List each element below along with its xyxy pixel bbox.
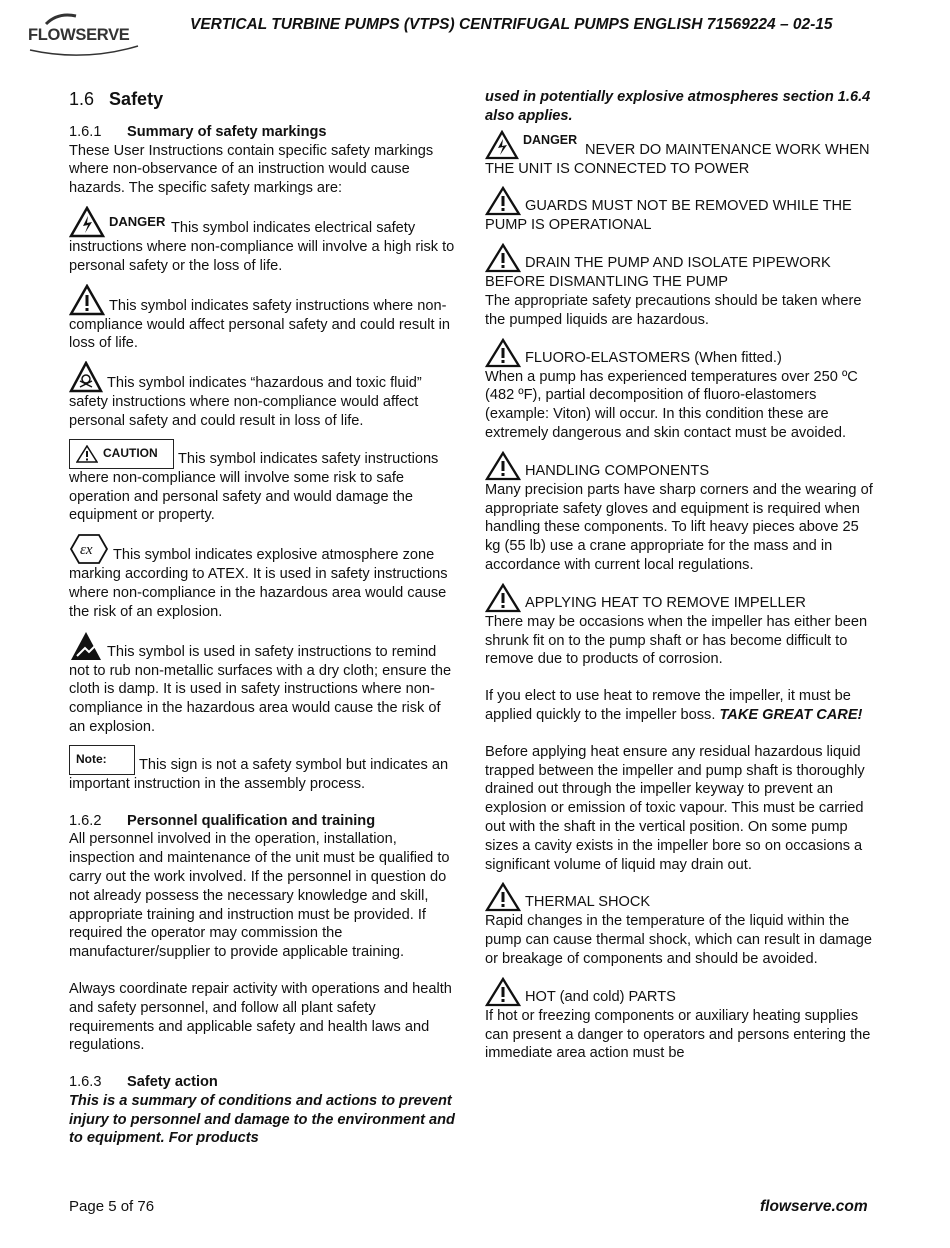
subsection-number: 1.6.3 <box>69 1074 102 1091</box>
personnel-paragraph-1: All personnel involved in the operation, installation, inspection and maintenance of the unit must be qualified to carry out the work involved. If the personnel in question do not already possess the necessary knowledge and skill, appropriate training and instruction must be provided. If required the operator may commission the manufacturer/supplier to provide applicable training. <box>69 831 450 961</box>
heat-warning <box>485 583 877 613</box>
section-title: Safety <box>109 89 164 109</box>
subsection-heading-161 <box>69 123 459 142</box>
warning-icon <box>69 284 105 316</box>
note-text: This sign is not a safety symbol but indicates an important instruction in the assembly process. <box>69 756 449 792</box>
caution-marking <box>69 439 459 525</box>
note-box <box>69 745 135 775</box>
safety-action-lead-continued: used in potentially explosive atmospheres section 1.6.4 also applies. <box>485 89 871 124</box>
fluoro-warning <box>485 338 877 368</box>
take-great-care-text: TAKE GREAT CARE! <box>719 706 863 723</box>
website-link[interactable]: flowserve.com <box>760 1198 868 1215</box>
hot-title: HOT (and cold) PARTS <box>525 988 676 1005</box>
caution-label: CAUTION <box>103 446 158 461</box>
danger-electrical-icon <box>69 206 167 238</box>
flowserve-logo <box>28 10 140 56</box>
warning-text: This symbol indicates safety instructions where non-compliance would affect personal safety and could result in loss of life. <box>69 297 451 352</box>
ex-marking <box>69 533 459 621</box>
warning-icon <box>485 186 521 216</box>
right-column <box>485 88 877 1063</box>
heat-paragraph-2 <box>485 687 877 725</box>
guards-text: GUARDS MUST NOT BE REMOVED WHILE THE PUMP IS OPERATIONAL <box>485 198 852 234</box>
fluoro-body: When a pump has experienced temperatures over 250 ºC (482 ºF), partial decomposition of fluoro-elastomers (example: Viton) will occur. In this condition these are extremely dangerous and skin contact must be avoided. <box>485 368 858 441</box>
warning-icon <box>485 977 521 1007</box>
thermal-warning <box>485 882 877 912</box>
thermal-body: Rapid changes in the temperature of the liquid within the pump can cause thermal shock, which can result in damage or breakage of components and should be avoided. <box>485 913 872 967</box>
subsection-title: Summary of safety markings <box>127 123 327 140</box>
subsection-title: Safety action <box>127 1074 218 1091</box>
note-label: Note: <box>76 752 107 767</box>
warning-icon <box>485 338 521 368</box>
warning-icon <box>485 882 521 912</box>
toxic-text: This symbol indicates “hazardous and toxic fluid” safety instructions where non-compliance would affect personal safety and could result in loss of life. <box>69 375 422 429</box>
logo-underline-icon <box>28 10 140 56</box>
handling-warning <box>485 451 877 481</box>
caution-text: This symbol indicates safety instructions where non-compliance will involve some risk to safe operation and personal safety and would damage the equipment or property. <box>69 450 439 524</box>
heat-title: APPLYING HEAT TO REMOVE IMPELLER <box>525 594 806 611</box>
page-number: Page 5 of 76 <box>69 1198 155 1215</box>
esd-icon <box>69 630 103 662</box>
left-column <box>69 88 459 1148</box>
subsection-heading-162 <box>69 812 459 831</box>
ex-atex-icon <box>69 533 109 565</box>
subsection-number: 1.6.2 <box>69 812 102 829</box>
section-number: 1.6 <box>69 89 95 109</box>
handling-title: HANDLING COMPONENTS <box>525 462 710 479</box>
subsection-number: 1.6.1 <box>69 123 102 140</box>
caution-icon <box>76 445 98 463</box>
danger-text: This symbol indicates electrical safety instructions where non-compliance will involve a high risk to personal safety or the loss of life. <box>69 220 455 274</box>
intro-paragraph: These User Instructions contain specific safety markings where non-observance of an instruction would cause hazards. The specific safety markings are: <box>69 142 434 197</box>
subsection-title: Personnel qualification and training <box>127 812 376 829</box>
warning-icon <box>485 583 521 613</box>
handling-body: Many precision parts have sharp corners and the wearing of appropriate safety gloves and equipment is required when handling these components. To lift heavy pieces above 25 kg (55 lb) use a crane appropriate for the mass and in accordance with current local regulations. <box>485 481 873 573</box>
subsection-heading-163 <box>69 1073 459 1092</box>
document-title: VERTICAL TURBINE PUMPS (VTPS) CENTRIFUGAL PUMPS ENGLISH 71569224 – 02-15 <box>190 16 833 33</box>
danger-marking <box>69 206 459 276</box>
danger-label: DANGER <box>109 213 166 229</box>
toxic-fluid-icon <box>69 361 103 393</box>
hot-body: If hot or freezing components or auxiliary heating supplies can present a danger to operators and persons entering the immediate area action must be <box>485 1007 871 1062</box>
heat-paragraph-2-text: If you elect to use heat to remove the impeller, it must be applied quickly to the impeller boss. <box>485 688 851 723</box>
svg-text:εx: εx <box>80 542 93 559</box>
drain-title: DRAIN THE PUMP AND ISOLATE PIPEWORK BEFORE DISMANTLING THE PUMP <box>485 255 831 291</box>
esd-marking <box>69 630 459 737</box>
drain-body: The appropriate safety precautions should be taken where the pumped liquids are hazardous. <box>485 292 862 328</box>
esd-text: This symbol is used in safety instructions to remind not to rub non-metallic surfaces with a dry cloth; ensure the cloth is damp. It is used in safety instructions where non-compliance in the hazardous area would cause the risk of an explosion. <box>69 643 452 735</box>
drain-warning <box>485 243 877 292</box>
danger-electrical-icon <box>485 130 581 160</box>
warning-icon <box>485 243 521 273</box>
hot-parts-warning <box>485 977 877 1007</box>
personnel-paragraph-2: Always coordinate repair activity with operations and health and safety personnel, and follow all plant safety requirements and applicable safety and health laws and regulations. <box>69 980 452 1054</box>
warning-icon <box>485 451 521 481</box>
caution-box <box>69 439 174 469</box>
ex-text: This symbol indicates explosive atmosphere zone marking according to ATEX. It is used in safety instructions where non-compliance in the hazardous area would cause the risk of an explosion. <box>69 547 448 620</box>
warning-marking <box>69 284 459 354</box>
section-heading <box>69 90 459 109</box>
fluoro-title: FLUORO-ELASTOMERS (When fitted.) <box>525 349 782 366</box>
thermal-title: THERMAL SHOCK <box>525 894 651 911</box>
heat-body: There may be occasions when the impeller has either been shrunk fit on to the pump shaft or has become difficult to remove due to products of corrosion. <box>485 613 868 668</box>
toxic-marking <box>69 361 459 431</box>
logo-text: FLOWSERVE <box>28 26 130 44</box>
maintenance-text: NEVER DO MAINTENANCE WORK WHEN THE UNIT IS CONNECTED TO POWER <box>485 141 870 177</box>
heat-paragraph-3: Before applying heat ensure any residual hazardous liquid trapped between the impeller and pump shaft is thoroughly drained out through the impeller keyway to prevent an explosion or emission of toxic vapour. This must be carried out with the shaft in the vertical position. On some pump sizes a cavity exists in the impeller bore so on occasions a significant volume of liquid may drain out. <box>485 743 865 873</box>
note-marking <box>69 745 459 794</box>
maintenance-warning <box>485 130 877 179</box>
guards-warning <box>485 186 877 235</box>
safety-action-lead: This is a summary of conditions and actions to prevent injury to personnel and damage to the environment and to equipment. For products <box>69 1092 455 1147</box>
danger-label: DANGER <box>523 132 578 147</box>
